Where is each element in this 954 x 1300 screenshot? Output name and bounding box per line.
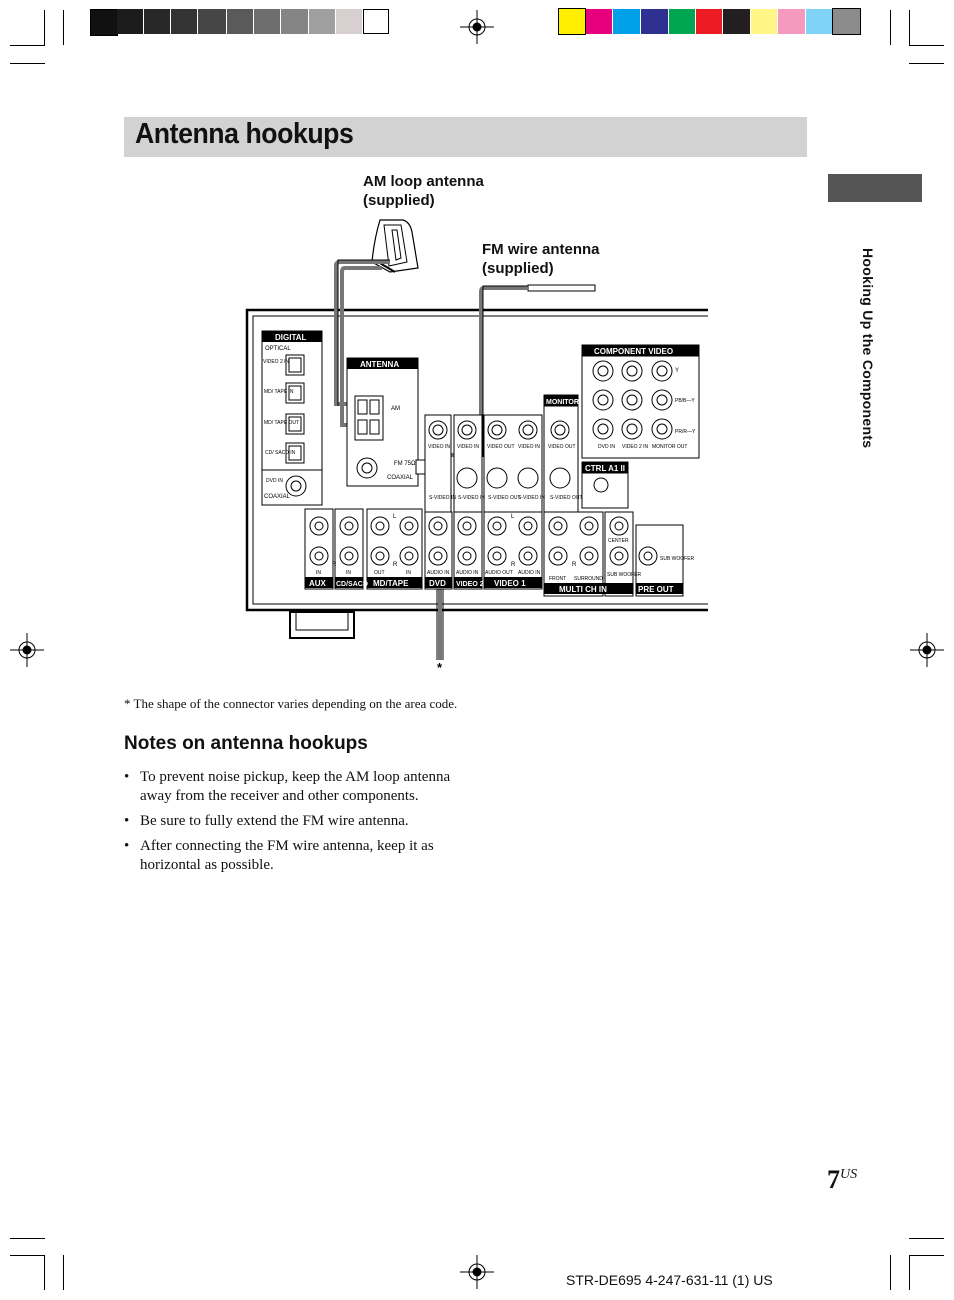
sub-woofer-in-label: SUB WOOFER xyxy=(607,572,642,578)
video-in-label: VIDEO IN xyxy=(457,444,479,450)
sub-woofer-out-label: SUB WOOFER xyxy=(660,556,695,562)
optical-label: OPTICAL xyxy=(265,346,291,352)
video2-in-label: VIDEO 2 IN xyxy=(263,359,290,365)
video-in-label: VIDEO IN xyxy=(428,444,450,450)
list-item: • To prevent noise pickup, keep the AM loop antenna away from the receiver and other components. xyxy=(124,768,454,806)
video1-audio-out-label: AUDIO OUT xyxy=(485,570,513,576)
video1-label: VIDEO 1 xyxy=(494,579,526,588)
fm-wire-antenna-icon xyxy=(528,285,595,291)
cd-in-label: IN xyxy=(346,570,351,576)
page-number-value: 7 xyxy=(827,1165,840,1194)
pr-label: PR/R—Y xyxy=(675,429,696,435)
aux-label: AUX xyxy=(309,579,326,588)
surround-label: SURROUND xyxy=(574,576,603,582)
component-video-section xyxy=(582,345,699,508)
crosshair-icon xyxy=(460,1255,494,1289)
dvd-audio-in-label: AUDIO IN xyxy=(427,570,450,576)
y-label: Y xyxy=(675,368,680,374)
left-channel-label: L xyxy=(511,514,515,520)
component-video-label: COMPONENT VIDEO xyxy=(594,347,674,356)
page-number xyxy=(827,1165,857,1195)
list-item: • Be sure to fully extend the FM wire antenna. xyxy=(124,812,454,831)
page-number-suffix: US xyxy=(840,1167,858,1182)
pb-label: PB/B—Y xyxy=(675,398,695,404)
digital-label: DIGITAL xyxy=(275,333,307,342)
component-dvd-in-label: DVD IN xyxy=(598,444,615,450)
s-video-out-label: S-VIDEO OUT xyxy=(550,495,583,501)
monitor-label: MONITOR xyxy=(546,399,579,406)
footnote: * The shape of the connector varies depending on the area code. xyxy=(124,696,458,711)
pre-out-label: PRE OUT xyxy=(638,585,674,594)
antenna-label: ANTENNA xyxy=(360,360,400,369)
component-monitor-out-label: MONITOR OUT xyxy=(652,444,688,450)
component-video2-in-label: VIDEO 2 IN xyxy=(622,444,649,450)
model-code: STR-DE695 4-247-631-11 (1) US xyxy=(566,1272,773,1288)
fm-antenna-supplied: (supplied) xyxy=(482,260,554,277)
front-label: FRONT xyxy=(549,576,567,582)
right-channel-label: R xyxy=(511,562,516,568)
connector-asterisk: * xyxy=(437,660,443,675)
aux-in-label: IN xyxy=(316,570,321,576)
fm-75-label: FM 75Ω xyxy=(394,461,416,467)
dvd-in-label: DVD IN xyxy=(266,478,283,484)
center-label: CENTER xyxy=(608,538,629,544)
md-tape-in-label: MD/ TAPE IN xyxy=(264,389,294,395)
video1-audio-in-label: AUDIO IN xyxy=(518,570,541,576)
right-channel-label: R xyxy=(393,562,398,568)
am-antenna-supplied: (supplied) xyxy=(363,192,435,209)
s-video-in-label: S-VIDEO IN xyxy=(458,495,485,501)
s-video-in-label: S-VIDEO IN xyxy=(518,495,545,501)
video-out-label: VIDEO OUT xyxy=(548,444,576,450)
notes-heading: Notes on antenna hookups xyxy=(124,733,368,754)
video-out-label: VIDEO OUT xyxy=(487,444,515,450)
am-terminal-label: AM xyxy=(391,406,400,412)
dvd-label: DVD xyxy=(429,579,446,588)
am-loop-antenna-icon xyxy=(372,220,418,272)
md-tape-label: MD/TAPE xyxy=(373,579,409,588)
md-tape-out-label: MD/ TAPE OUT xyxy=(264,420,300,426)
md-out-label: OUT xyxy=(374,570,385,576)
fm-antenna-label: FM wire antenna xyxy=(482,241,600,258)
video-in-label: VIDEO IN xyxy=(518,444,540,450)
right-channel-label: R xyxy=(332,562,337,568)
s-video-out-label: S-VIDEO OUT xyxy=(488,495,521,501)
coaxial-label: COAXIAL xyxy=(264,494,291,500)
list-item: • After connecting the FM wire antenna, keep it as horizontal as possible. xyxy=(124,837,454,875)
md-in-label: IN xyxy=(406,570,411,576)
multi-ch-in-label: MULTI CH IN xyxy=(559,585,607,594)
section-tab-label: Hooking Up the Components xyxy=(860,248,876,449)
am-antenna-label: AM loop antenna xyxy=(363,173,484,190)
cd-sacd-in-label: CD/ SACD IN xyxy=(265,450,296,456)
right-channel-label: R xyxy=(572,562,577,568)
video2-label: VIDEO 2 xyxy=(456,581,484,588)
cd-sacd-label: CD/SACD xyxy=(336,581,368,588)
s-video-in-label: S-VIDEO IN xyxy=(429,495,456,501)
fm-coaxial-label: COAXIAL xyxy=(387,475,414,481)
video2-audio-in-label: AUDIO IN xyxy=(456,570,479,576)
ctrl-a1-label: CTRL A1 II xyxy=(585,464,626,473)
notes-list xyxy=(124,768,454,881)
page-title: Antenna hookups xyxy=(135,118,354,150)
left-channel-label: L xyxy=(393,514,397,520)
